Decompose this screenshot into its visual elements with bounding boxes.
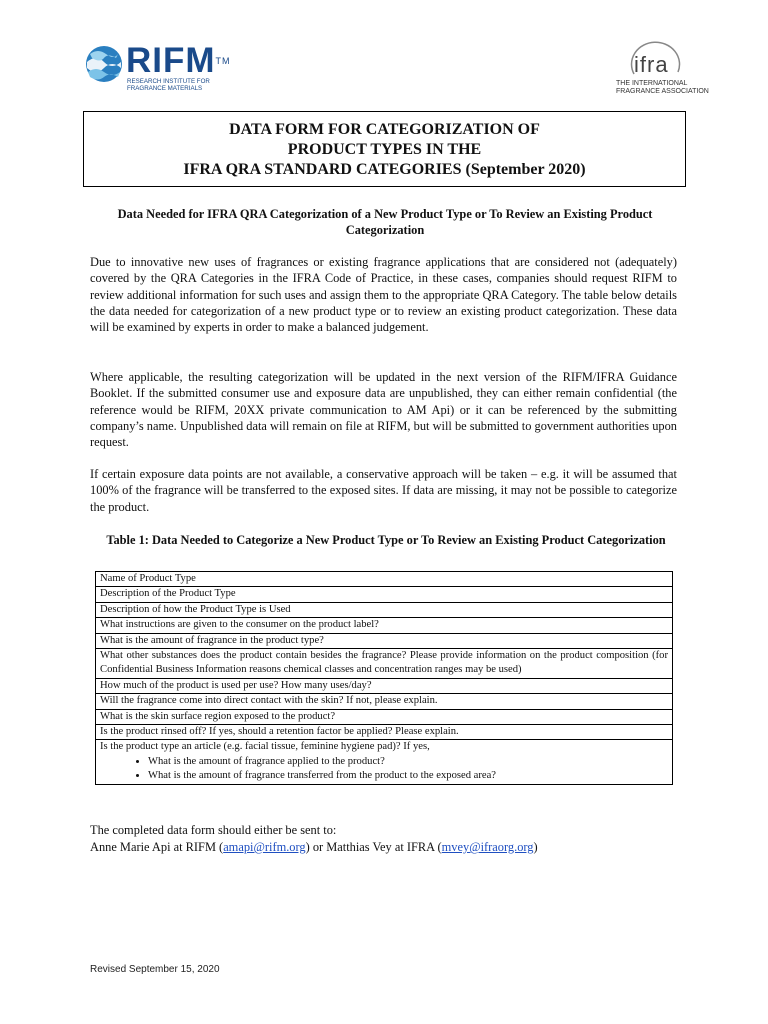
title-line-2: PRODUCT TYPES IN THE (287, 141, 482, 158)
paragraph-intro: Due to innovative new uses of fragrances or existing fragrance applications that are considered not (adequately) covered by the QRA Categories in the IFRA Code of Practice, in these cases, companies should request RIFM to review additional information for such uses and assign them to the appropriate QRA Category. The table below details the data needed for categorization of a new product type or to review an existing product categorization. These data will be examined by experts in order to make a balanced judgement. (90, 255, 677, 335)
ifra-logo (614, 34, 724, 100)
table-cell[interactable]: Will the fragrance come into direct contact with the skin? If not, please explain. (96, 694, 673, 709)
rifm-wordmark: RIFM™ (126, 41, 231, 80)
rifm-logo (84, 41, 231, 94)
table-cell[interactable]: Description of how the Product Type is Used (96, 602, 673, 617)
table-cell[interactable]: What is the amount of fragrance in the product type? (96, 633, 673, 648)
table-row (96, 709, 673, 724)
table-row (96, 649, 673, 679)
list-item: • What is the amount of fragrance transferred from the product to the exposed area? (148, 769, 668, 783)
table-cell[interactable]: What is the skin surface region exposed to the product? (96, 709, 673, 724)
rifm-email-link[interactable]: amapi@rifm.org (223, 840, 306, 854)
contact-intro: The completed data form should either be sent to: (90, 823, 337, 837)
contact-section (90, 822, 680, 856)
table-cell-article[interactable] (96, 740, 673, 784)
article-question: Is the product type an article (e.g. facial tissue, feminine hygiene pad)? If yes, (100, 741, 430, 753)
table-row (96, 740, 673, 784)
table-row (96, 618, 673, 633)
table-row (96, 572, 673, 587)
rifm-subtitle: RESEARCH INSTITUTE FOR FRAGRANCE MATERIALS (127, 78, 210, 92)
table-cell[interactable]: What instructions are given to the consumer on the product label? (96, 618, 673, 633)
table-cell[interactable]: What other substances does the product contain besides the fragrance? Please provide information on the product composition (for Confidential Business Information reasons chemical classes and concentration ranges may be used) (96, 649, 673, 679)
rifm-wave-icon (84, 42, 124, 86)
document-title (83, 111, 686, 187)
ifra-subtitle: THE INTERNATIONAL FRAGRANCE ASSOCIATION (616, 80, 709, 95)
title-line-3: IFRA QRA STANDARD CATEGORIES (September 2020) (183, 161, 586, 178)
table-row (96, 602, 673, 617)
table-row (96, 633, 673, 648)
contact-line: Anne Marie Api at RIFM (amapi@rifm.org) or Matthias Vey at IFRA (mvey@ifraorg.org) (90, 840, 538, 854)
section-subheading: Data Needed for IFRA QRA Categorization of a New Product Type or To Review an Existing Product Categorization (117, 207, 653, 237)
table-cell[interactable]: Name of Product Type (96, 572, 673, 587)
table-row (96, 678, 673, 693)
ifra-wordmark: ifra (634, 52, 669, 77)
list-item: • What is the amount of fragrance applied to the product? (148, 755, 668, 769)
table-cell[interactable]: Is the product rinsed off? If yes, should a retention factor be applied? Please explain. (96, 725, 673, 740)
ifra-email-link[interactable]: mvey@ifraorg.org (441, 840, 534, 854)
table-cell[interactable]: Description of the Product Type (96, 587, 673, 602)
data-form-table (95, 571, 673, 785)
table-cell[interactable]: How much of the product is used per use? How many uses/day? (96, 678, 673, 693)
revision-date: Revised September 15, 2020 (90, 964, 220, 975)
paragraph-missing-data: If certain exposure data points are not available, a conservative approach will be taken – e.g. it will be assumed that 100% of the fragrance will be transferred to the exposed sites. If data are missing, it may not be possible to categorize the product. (90, 467, 677, 514)
table-row (96, 725, 673, 740)
table-row (96, 694, 673, 709)
table-caption: Table 1: Data Needed to Categorize a New Product Type or To Review an Existing Product Categorization (106, 533, 666, 547)
paragraph-confidentiality: Where applicable, the resulting categorization will be updated in the next version of the RIFM/IFRA Guidance Booklet. If the submitted consumer use and exposure data are unpublished, they can either remain confidential (the reference would be RIFM, 20XX private communication to AM Api) or it can be referenced by the submitting company’s name. Unpublished data will remain on file at RIFM, but will be submitted to government authorities upon request. (90, 370, 677, 450)
table-row (96, 587, 673, 602)
title-line-1: DATA FORM FOR CATEGORIZATION OF (229, 121, 540, 138)
article-bullet-list (100, 755, 668, 784)
